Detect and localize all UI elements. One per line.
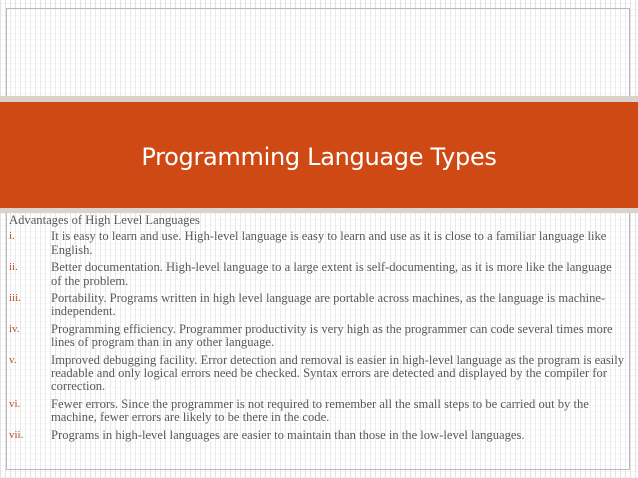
list-item-number: i. — [9, 230, 15, 243]
list-item-text: Portability. Programs written in high level language are portable across machines, as the language is machine-independent. — [51, 291, 606, 319]
list-item-number: vi. — [9, 397, 21, 410]
list-item-number: iv. — [9, 322, 20, 335]
list-item-number: vii. — [9, 428, 24, 441]
list-item — [9, 429, 625, 442]
list-item-text: It is easy to learn and use. High-level language is easy to learn and use as it is close to a familiar language like English. — [51, 229, 607, 257]
list-item-number: iii. — [9, 292, 21, 305]
list-item — [9, 354, 625, 394]
list-item — [9, 261, 625, 288]
list-item-number: ii. — [9, 261, 18, 274]
list-item-text: Improved debugging facility. Error detection and removal is easier in high-level language as the program is easily readable and only logical errors need be checked. Syntax errors are detected and displayed by the compiler for correction. — [51, 352, 625, 394]
slide-content — [9, 214, 625, 446]
list-item-text: Better documentation. High-level language to a large extent is self-documenting, as it is more like the language of the problem. — [51, 260, 612, 288]
list-item — [9, 323, 625, 350]
list-item-text: Programming efficiency. Programmer productivity is very high as the programmer can code several times more lines of program than in any other language. — [51, 321, 613, 350]
content-heading: Advantages of High Level Languages — [9, 213, 200, 227]
list-item-text: Fewer errors. Since the programmer is not required to remember all the small steps to be carried out by the machine, fewer errors are likely to be there in the code. — [51, 396, 589, 425]
list-item — [9, 398, 625, 425]
list-item — [9, 292, 625, 319]
advantages-list — [9, 230, 625, 442]
list-item-number: v. — [9, 353, 17, 366]
list-item-text: Programs in high-level languages are easier to maintain than those in the low-level languages. — [51, 427, 525, 442]
slide-title: Programming Language Types — [141, 143, 497, 171]
list-item — [9, 230, 625, 257]
